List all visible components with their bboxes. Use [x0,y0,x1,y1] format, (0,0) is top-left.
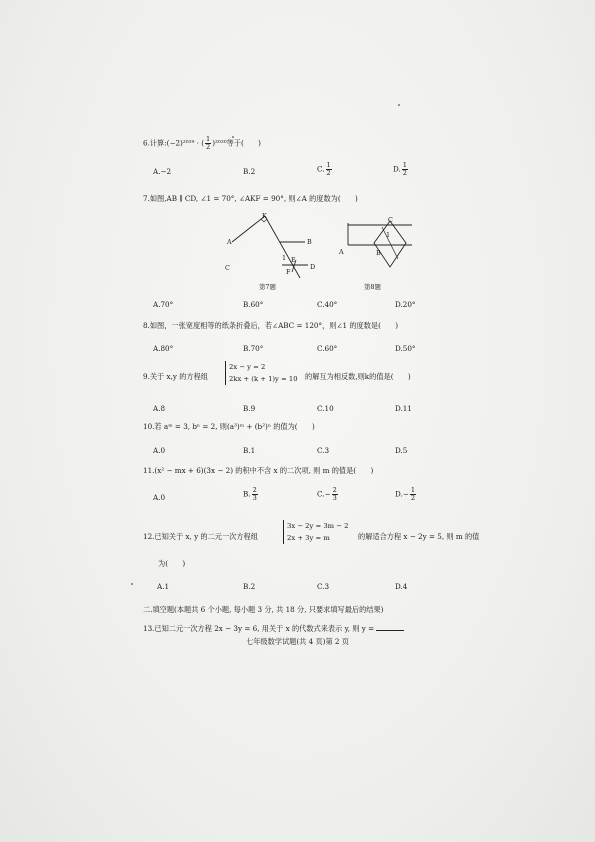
q7-option-b: B.60° [243,300,264,309]
q11-option-c-frac [332,487,338,502]
q11-option-d [395,487,417,502]
q13-stem: 13.已知二元一次方程 2x − 3y = 6, 用关于 x 的代数式来表示 y, 则 y = [143,624,375,633]
fig7-label-d: D [310,263,316,271]
fig8-label-b: B [376,249,381,257]
q6-d-num: 1 [402,161,407,169]
q11-b-num: 2 [252,486,257,494]
page-footer: 七年级数学试题(共 4 页)第 2 页 [246,637,349,646]
figure-8 [340,215,420,275]
q6-c-den: 2 [326,169,331,177]
q6-d-den: 2 [402,169,407,177]
question-12-prefix: 12.已知关于 x, y 的二元一次方程组 [143,532,258,541]
fig7-label-b: B [307,238,312,246]
q6-option-a: A.−2 [153,167,172,176]
fig7-line-ak [232,216,265,242]
question-6 [143,136,261,151]
question-7: 7.如图,AB ∥ CD, ∠1 = 70°, ∠AKF = 90°, 则∠A 的度数为( ) [143,194,358,203]
q6-c-num: 1 [326,161,331,169]
q6-frac-num: 1 [206,135,211,143]
q12-option-b: B.2 [243,582,256,591]
q11-option-d-label: D.− [395,489,409,499]
fig7-caption: 第7题 [259,283,276,291]
q12-stem-line2: 为( ) [158,559,186,568]
question-8: 8.如图，一张宽度相等的纸条折叠后，若∠ABC = 120°，则∠1 的度数是( ) [143,321,399,330]
q9-option-c: C.10 [317,404,334,413]
scan-speck [398,104,400,106]
fig8-label-a: A [339,248,344,256]
q11-c-den: 3 [332,494,337,502]
fig7-label-e: E [291,256,296,264]
q6-option-c-frac [326,162,332,177]
q12-option-a: A.1 [157,582,170,591]
fig8-label-one: 1 [386,231,391,239]
q9-option-a: A.8 [153,404,166,413]
q10-option-c: C.3 [317,446,330,455]
q6-fraction [205,136,211,151]
q11-b-den: 3 [252,494,257,502]
q9-option-b: B.9 [243,404,256,413]
q12-eq1: 3x − 2y = 3m − 2 [287,522,349,530]
fig7-line-ef [265,216,300,278]
q9-option-d: D.11 [395,404,412,413]
q11-option-c [317,487,339,502]
fig7-label-a: A [227,238,232,246]
q7-option-a: A.70° [153,300,174,309]
q6-option-b: B.2 [243,167,256,176]
q6-stem-end: )²⁰²⁰等于( ) [212,138,261,148]
q8-option-c: C.60° [317,344,338,353]
q6-option-d-label: D. [393,164,401,174]
q12-option-d: D.4 [395,582,408,591]
q10-option-a: A.0 [153,446,166,455]
fig7-label-f: F [286,268,291,276]
q6-option-c-label: C. [317,164,325,174]
question-10: 10.若 aᵐ = 3, bⁿ = 2, 则(a³)ᵐ + (b²)ⁿ 的值为( ) [143,422,315,431]
q8-option-d: D.50° [395,344,416,353]
q11-d-num: 1 [410,486,416,494]
q10-option-b: B.1 [243,446,256,455]
q11-option-b-label: B. [243,489,251,499]
q6-frac-den: 2 [206,143,211,151]
q9-system [225,361,298,385]
q6-option-d [393,162,409,177]
q9-eq1: 2x − y = 2 [229,363,266,371]
scan-speck [232,136,234,138]
q12-system [283,520,348,544]
q12-eq2: 2x + 3y = m [287,534,330,542]
question-9-prefix: 9.关于 x,y 的方程组 [143,372,208,381]
q13-answer-blank [376,630,404,631]
q12-option-c: C.3 [317,582,330,591]
question-11: 11.(x² − mx + 6)(3x − 2) 的积中不含 x 的二次项, 则 m 的值是( ) [143,466,374,475]
q9-stem-post: 的解互为相反数,则k的值是( ) [305,372,411,381]
q6-option-c [317,162,333,177]
q8-option-b: B.70° [243,344,264,353]
fig7-label-k: K [262,212,267,220]
q11-option-d-frac [410,487,416,502]
q7-option-c: C.40° [317,300,338,309]
q11-option-b-frac [252,487,258,502]
q8-option-a: A.80° [153,344,174,353]
q7-option-d: D.20° [395,300,416,309]
fig7-label-c: C [225,264,230,272]
fig8-caption: 第8题 [364,283,381,291]
q6-stem: 6.计算:(−2)²⁰¹⁹ · ( [143,138,205,148]
fig8-folded-strip [374,221,406,267]
q10-option-d: D.5 [395,446,408,455]
q6-option-d-frac [402,162,408,177]
q11-option-c-label: C.− [317,489,331,499]
question-13 [143,624,404,634]
fig8-label-c: C [388,216,393,224]
q12-stem-post: 的解适合方程 x − 2y = 5, 则 m 的值 [358,532,480,541]
q9-eq2: 2kx + (k + 1)y = 10 [229,375,298,383]
q11-option-a: A.0 [153,493,166,502]
fig7-label-one: 1 [282,254,287,262]
scan-speck [131,583,133,585]
q11-c-num: 2 [332,486,337,494]
q11-option-b [243,487,259,502]
q11-d-den: 2 [410,494,416,502]
section-2-heading: 二.填空题(本题共 6 个小题, 每小题 3 分, 共 18 分, 只要求填写最后的结果) [143,605,384,614]
